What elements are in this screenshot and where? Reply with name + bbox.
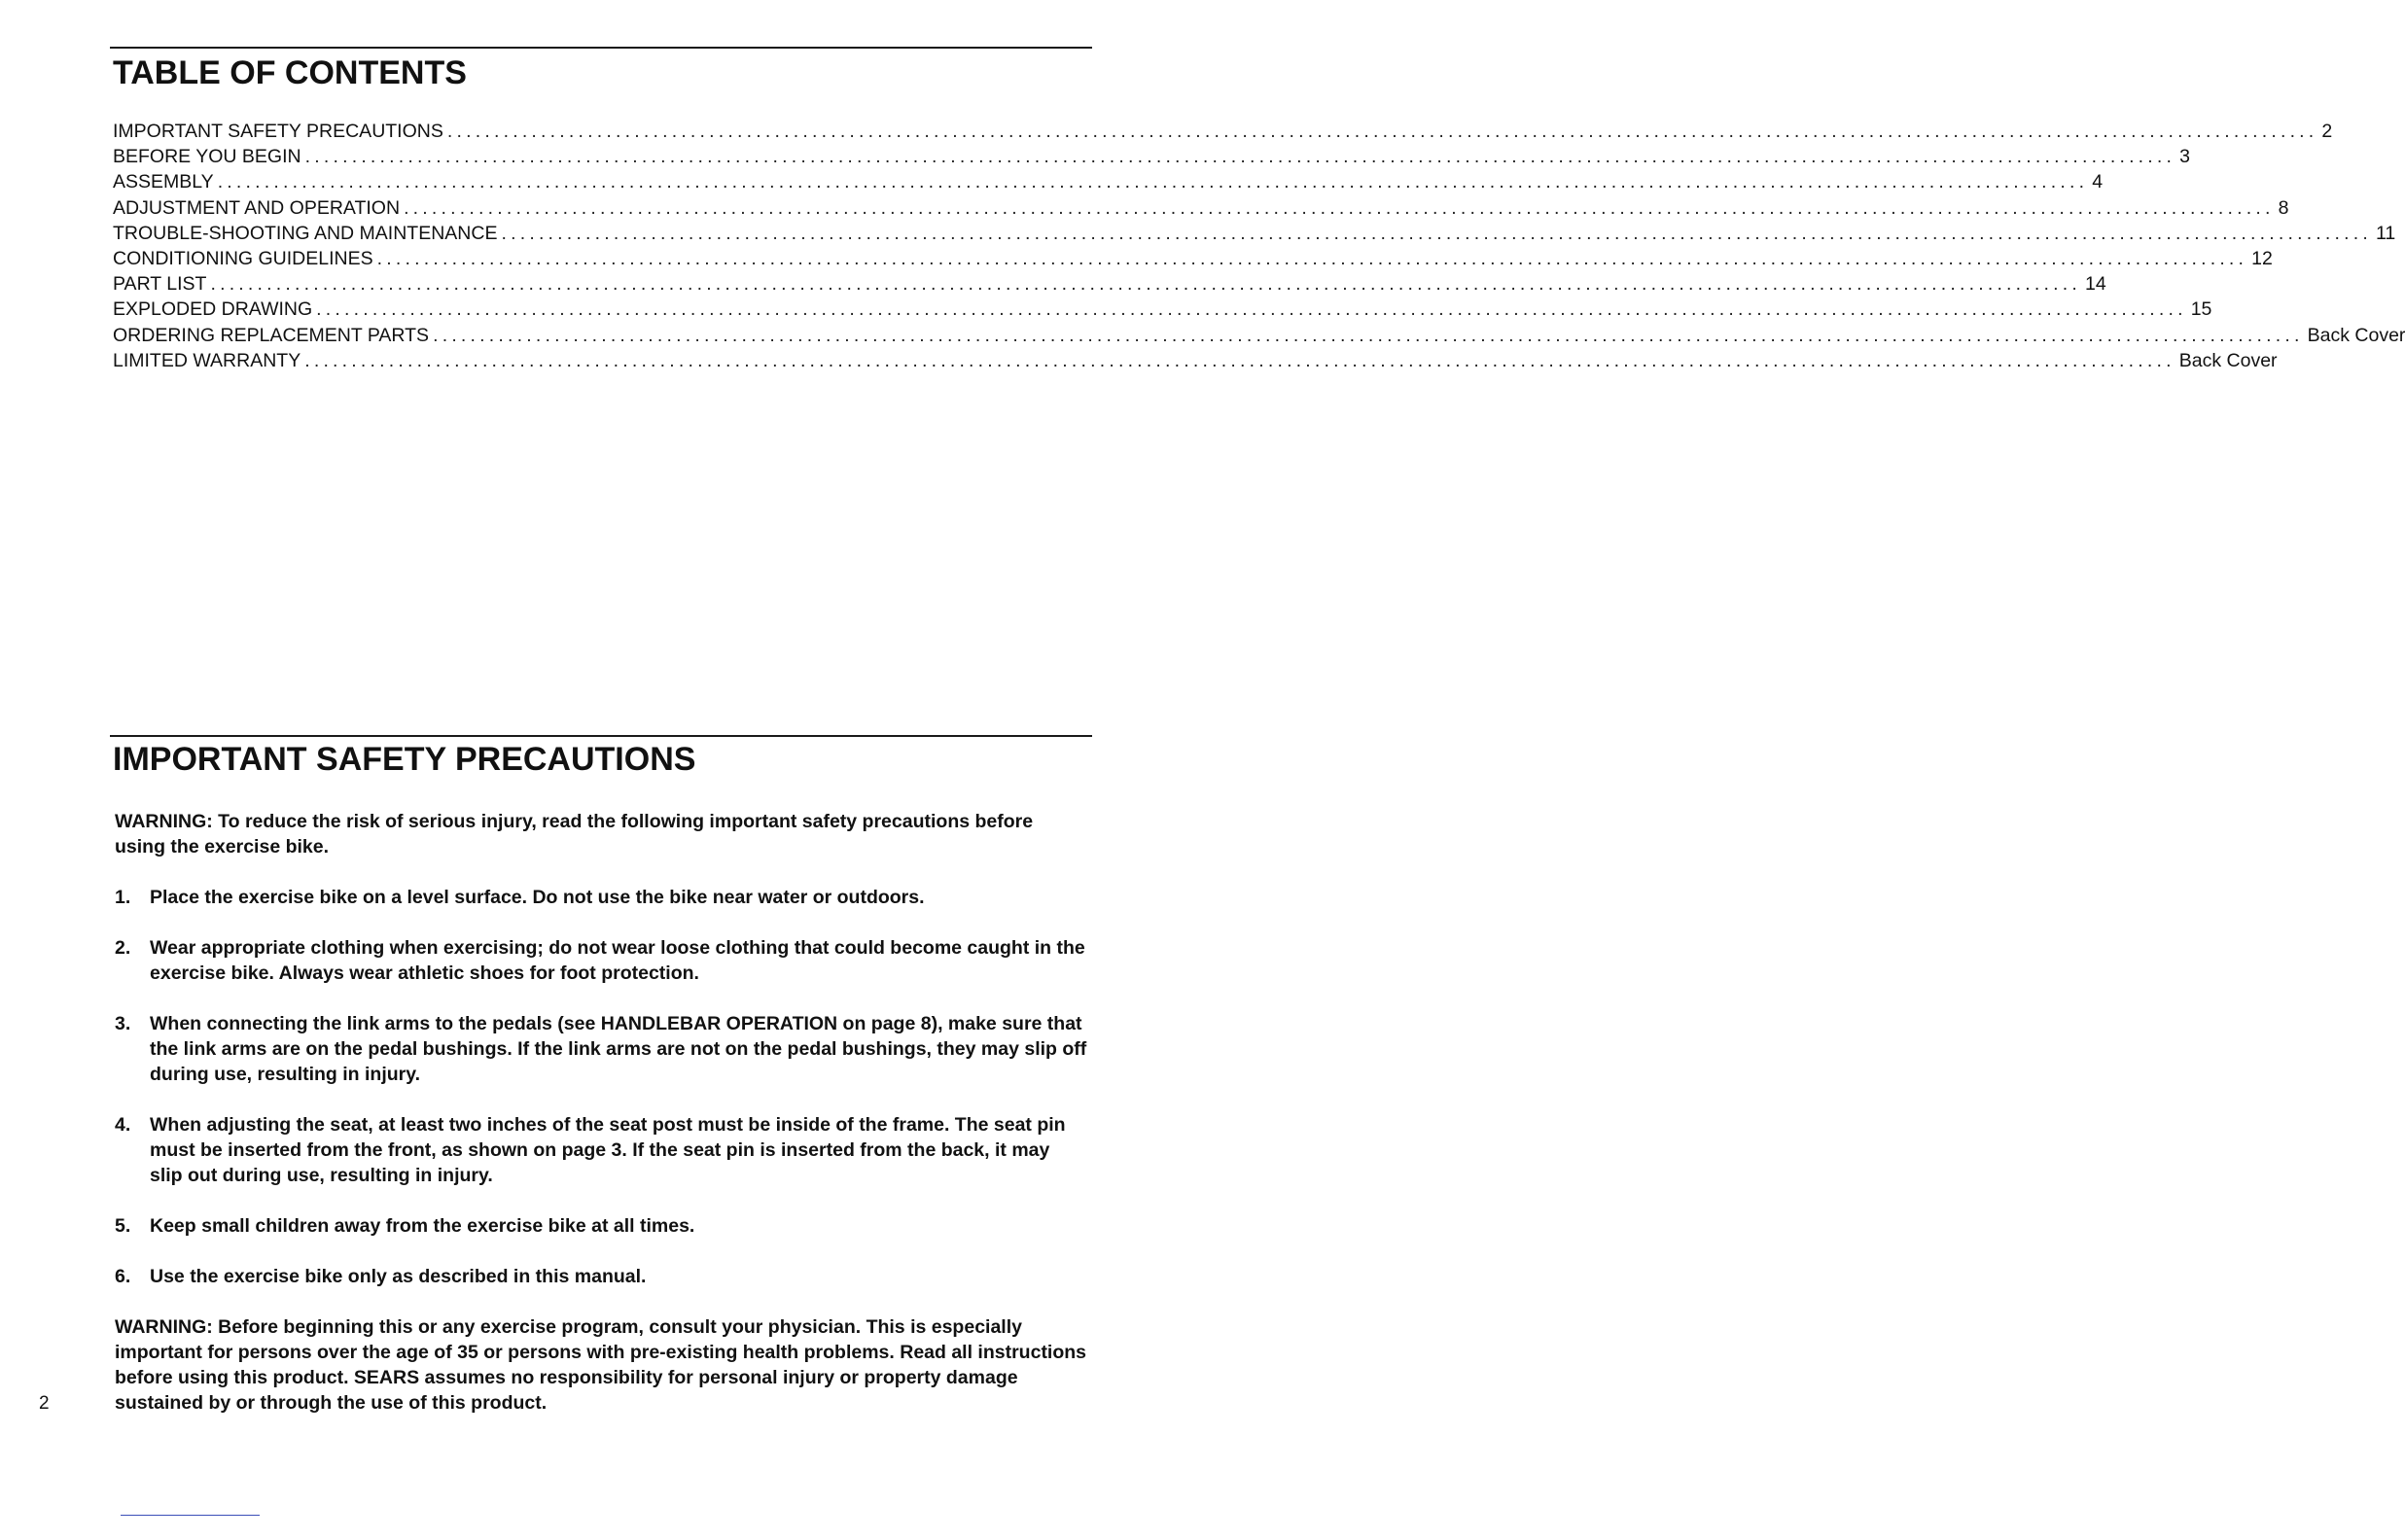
toc-entry-label: ASSEMBLY — [113, 171, 214, 193]
toc-entry-page: 15 — [2190, 298, 2212, 321]
toc-leader-dots: ........................................................................................................................................................................................................ — [404, 196, 2275, 219]
list-item — [115, 1213, 1087, 1239]
toc-leader-dots: ........................................................................................................................................................................................................ — [304, 349, 2175, 371]
toc-entry[interactable] — [113, 247, 2273, 273]
item-text: Place the exercise bike on a level surface. Do not use the bike near water or outdoors. — [150, 887, 925, 908]
toc-leader-dots: ........................................................................................................................................................................................................ — [433, 324, 2304, 346]
toc-entry[interactable] — [113, 273, 2106, 298]
item-text: Wear appropriate clothing when exercising; do not wear loose clothing that could become caught in the exercise bike. Always wear athletic shoes for foot protection. — [150, 937, 1085, 984]
toc-entry[interactable] — [113, 298, 2212, 324]
toc-entry-label: PART LIST — [113, 273, 207, 296]
item-text: When adjusting the seat, at least two inches of the seat post must be inside of the frame. The seat pin must be inserted from the front, as shown on page 3. If the seat pin is inserted from the back, it may slip out during use, resulting in injury. — [150, 1114, 1066, 1186]
toc-leader-dots: ........................................................................................................................................................................................................ — [304, 146, 2176, 168]
toc-entry-page: 3 — [2179, 146, 2191, 168]
toc-entry-page: 4 — [2092, 171, 2104, 193]
toc-entry-page: 14 — [2085, 273, 2106, 296]
warning-final: WARNING: Before beginning this or any exercise program, consult your physician. This is especially important for persons over the age of 35 or persons with pre-existing health problems. Read all instructions before using this product. SEARS assumes no responsibility for personal injury or property damage sustained by or through the use of this product. — [115, 1316, 1087, 1414]
item-text: Use the exercise bike only as described in this manual. — [150, 1266, 647, 1287]
page-number: 2 — [39, 1393, 50, 1414]
toc-leader-dots: ........................................................................................................................................................................................................ — [217, 171, 2089, 193]
list-item — [115, 885, 1087, 910]
item-text: When connecting the link arms to the pedals (see HANDLEBAR OPERATION on page 8), make sure that the link arms are on the pedal bushings. If the link arms are not on the pedal bushings, they may slip off during use, resulting in injury. — [150, 1013, 1087, 1085]
bottom-rule — [121, 1515, 260, 1516]
toc-entry-label: CONDITIONING GUIDELINES — [113, 247, 373, 269]
section-rule — [110, 735, 1092, 737]
precaution-list — [115, 885, 1087, 1289]
top-rule — [110, 47, 1092, 49]
item-number: 3. — [115, 1013, 131, 1034]
toc-leader-dots: ........................................................................................................................................................................................................ — [210, 273, 2081, 296]
list-item — [115, 1112, 1087, 1188]
item-text: Keep small children away from the exercise bike at all times. — [150, 1215, 695, 1237]
list-item — [115, 935, 1087, 986]
item-number: 1. — [115, 887, 131, 908]
toc-entry-page: Back Cover — [2307, 324, 2405, 346]
toc-entry-page: Back Cover — [2178, 349, 2278, 371]
toc-leader-dots: ........................................................................................................................................................................................................ — [376, 247, 2248, 269]
toc-entry-page: 12 — [2251, 247, 2273, 269]
safety-title: IMPORTANT SAFETY PRECAUTIONS — [113, 741, 696, 778]
item-number: 2. — [115, 937, 131, 959]
toc-entry-label: BEFORE YOU BEGIN — [113, 146, 301, 168]
list-item — [115, 1264, 1087, 1289]
toc-entry[interactable] — [113, 222, 2396, 248]
list-item — [115, 1011, 1087, 1087]
toc-leader-dots: ........................................................................................................................................................................................................ — [316, 298, 2187, 321]
toc-entry[interactable] — [113, 121, 2333, 146]
toc-entry[interactable] — [113, 324, 2405, 350]
item-number: 5. — [115, 1215, 131, 1237]
toc-entry[interactable] — [113, 146, 2191, 171]
toc-entry[interactable] — [113, 196, 2289, 223]
safety-section — [115, 809, 1087, 1416]
toc-entry-label: ADJUSTMENT AND OPERATION — [113, 196, 401, 219]
item-number: 4. — [115, 1114, 131, 1136]
toc-list — [113, 121, 2405, 375]
toc-leader-dots: ........................................................................................................................................................................................................ — [501, 222, 2373, 244]
toc-title: TABLE OF CONTENTS — [113, 54, 467, 91]
toc-entry[interactable] — [113, 349, 2278, 375]
toc-entry-page: 11 — [2376, 222, 2396, 244]
toc-leader-dots: ........................................................................................................................................................................................................ — [446, 121, 2318, 142]
toc-entry-page: 8 — [2278, 196, 2289, 219]
item-number: 6. — [115, 1266, 131, 1287]
toc-entry-label: EXPLODED DRAWING — [113, 298, 313, 321]
toc-entry-label: IMPORTANT SAFETY PRECAUTIONS — [113, 121, 443, 142]
toc-entry-label: LIMITED WARRANTY — [113, 349, 301, 371]
toc-entry-label: ORDERING REPLACEMENT PARTS — [113, 324, 430, 346]
warning-intro: WARNING: To reduce the risk of serious injury, read the following important safety precautions before using the exercise bike. — [115, 811, 1034, 858]
toc-entry-label: TROUBLE-SHOOTING AND MAINTENANCE — [113, 222, 498, 244]
toc-entry-page: 2 — [2321, 121, 2333, 142]
toc-entry[interactable] — [113, 171, 2104, 196]
